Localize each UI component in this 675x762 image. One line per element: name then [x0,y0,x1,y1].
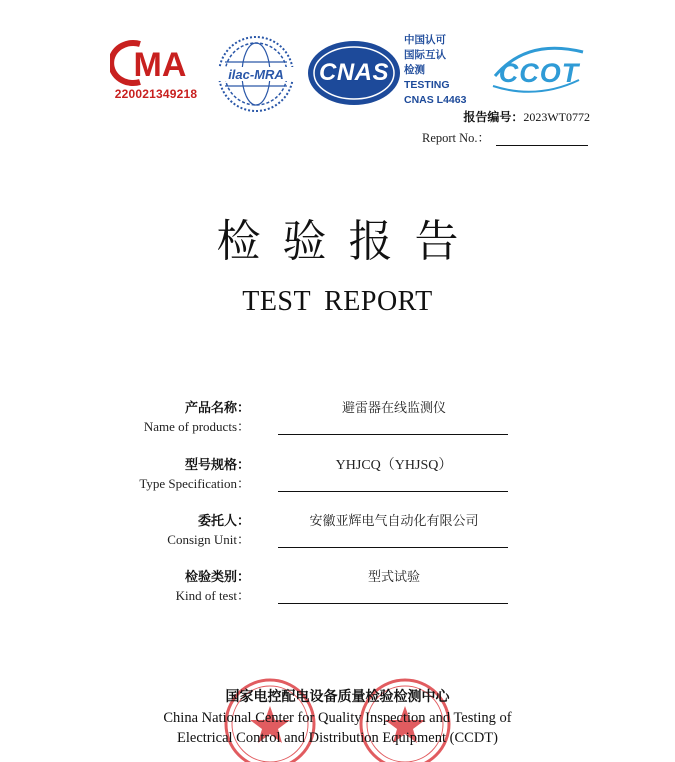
page-title-en: TEST REPORT [242,286,433,317]
field-value: 型式试验 [367,570,420,585]
cma-number: 220021349218 [114,87,198,101]
cnas-info-line: 中国认可 [404,34,446,46]
cma-logo [110,38,202,108]
field-value: 安徽亚辉电气自动化有限公司 [309,514,479,529]
issuer-name-en-line2: Electrical Control and Distribution Equipment (CCDT) [177,730,498,746]
issuer-name-en [0,708,675,748]
ilac-mark-text: ilac-MRA [228,67,284,82]
field-label-en: Consign Unit： [167,532,250,547]
cnas-accreditation-text [404,33,484,108]
field-consign-unit [0,513,675,558]
report-number-underline [496,135,588,146]
ccot-logo [487,42,589,98]
ilac-globe-icon [216,34,296,114]
field-underline [278,603,508,604]
field-product-name [0,400,675,445]
field-kind-of-test [0,569,675,614]
field-underline [278,491,508,492]
page-title-cn: 检验报告 [216,216,481,267]
field-label-cn: 产品名称： [184,401,250,416]
field-underline [278,434,508,435]
cnas-info-line: 国际互认 [404,49,446,61]
field-value: 避雷器在线监测仪 [341,401,446,416]
report-number-value: 2023WT0772 [523,110,590,124]
field-value: YHJCQ（YHJSQ） [335,458,453,473]
cnas-info-line: CNAS L4463 [404,94,467,106]
report-number-block [422,108,602,146]
ccot-mark-text: CCOT [498,58,580,88]
field-label-cn: 检验类别： [184,570,250,585]
field-label-en: Name of products： [143,419,250,434]
report-number-label-en: Report No.： [422,131,491,145]
cnas-mark-text: CNAS [318,59,389,86]
field-underline [278,547,508,548]
field-type-specification [0,457,675,502]
field-label-cn: 委托人： [197,514,250,529]
issuer-name-cn: 国家电控配电设备质量检验检测中心 [225,689,450,705]
issuer-name-en-line1: China National Center for Quality Inspection and Testing of [163,710,512,726]
cma-label: MA [133,46,187,84]
field-label-en: Type Specification： [139,476,250,491]
cnas-info-line: TESTING [404,79,450,91]
report-number-label-cn: 报告编号： [463,110,524,124]
field-label-en: Kind of test： [175,588,250,603]
cma-mark-icon [110,38,202,88]
ilac-mra-logo [216,34,296,114]
field-label-cn: 型号规格： [184,458,250,473]
cnas-info-line: 检测 [404,64,425,76]
cnas-logo [306,39,402,107]
